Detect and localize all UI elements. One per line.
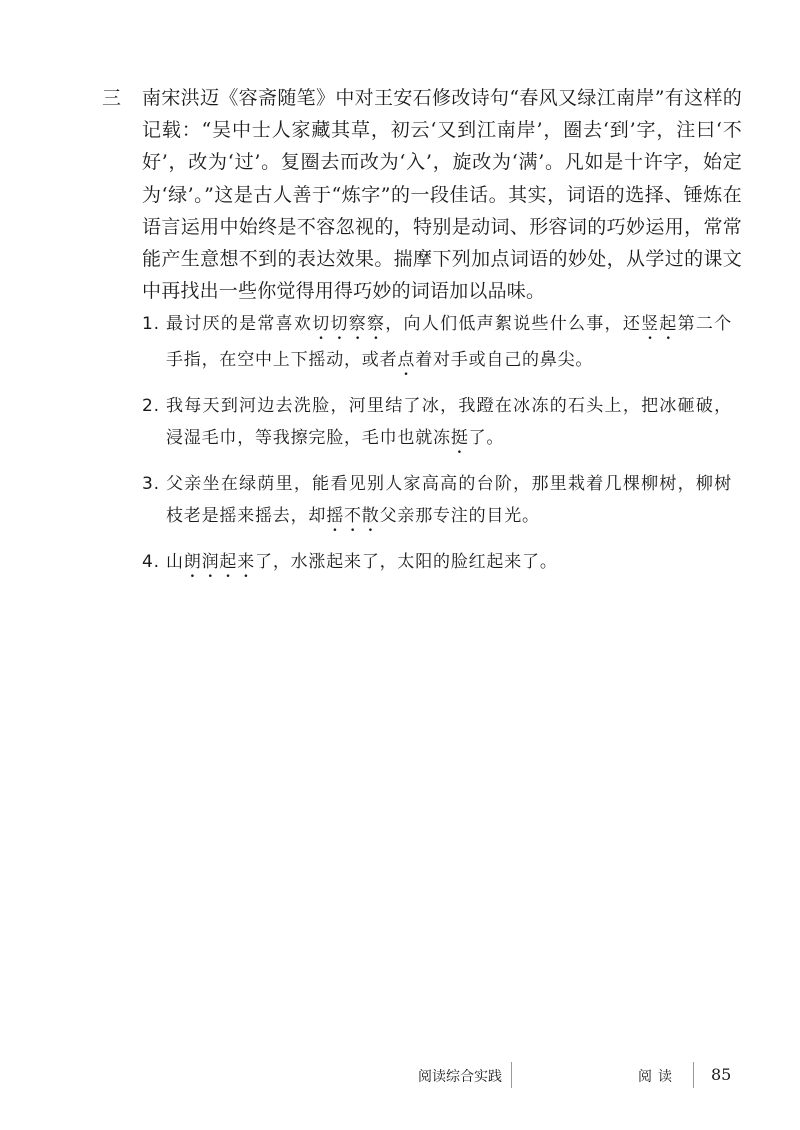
item-text: [166, 390, 732, 458]
emphasized-word: 竖起: [641, 314, 678, 334]
emphasized-word: 点: [397, 350, 416, 370]
list-item: [142, 468, 732, 536]
footer-divider: [693, 1062, 694, 1088]
page-number: 85: [711, 1065, 732, 1084]
text-segment: 了。: [468, 428, 505, 448]
text-segment: 父亲坐在绿荫里，能看见别人家高高的台阶，那里栽着几棵柳树，柳树枝老是摇来摇去，却: [166, 474, 732, 526]
item-text: [166, 308, 732, 380]
text-segment: 最讨厌的是常喜欢: [166, 314, 313, 334]
text-segment: 着对手或自己的鼻尖。: [415, 350, 594, 370]
item-number: 2.: [142, 396, 160, 416]
section-number: 三: [102, 87, 122, 109]
emphasized-word: 切切察察: [312, 314, 386, 334]
text-segment: 父亲那专注的目光。: [379, 506, 540, 526]
item-text: [166, 468, 732, 536]
list-item: [142, 308, 732, 380]
item-number: 4.: [142, 552, 160, 572]
list-item: [142, 390, 732, 458]
item-number: 3.: [142, 474, 160, 494]
text-segment: 我每天到河边去洗脸，河里结了冰，我蹬在冰冻的石头上，把冰砸破，浸湿毛巾，等我擦完脸，毛巾也就冻: [166, 396, 732, 448]
text-segment: 山: [166, 552, 184, 572]
text-segment: 第二个手指，在空中上下摇动，或者: [166, 314, 733, 370]
footer-book-section: 阅读综合实践: [418, 1069, 502, 1085]
text-segment: 了，水涨起来了，太阳的脸红起来了。: [255, 552, 558, 572]
section-paragraph: 南宋洪迈《容斋随笔》中对王安石修改诗句“春风又绿江南岸”有这样的记载：“吴中士人家藏其草，初云‘又到江南岸’，圈去‘到’字，注曰‘不好’，改为‘过’。复圈去而改为‘入’，旋改为‘满’。凡如是十许字，始定为‘绿’。”这是古人善于“炼字”的一段佳话。其实，词语的选择、锤炼在语言运用中始终是不容忽视的，特别是动词、形容词的巧妙运用，常常能产生意想不到的表达效果。揣摩下列加点词语的妙处，从学过的课文中再找出一些你觉得用得巧妙的词语加以品味。: [142, 87, 742, 303]
footer-divider: [511, 1062, 512, 1088]
list-item: [142, 546, 732, 582]
footer-unit: 阅读: [638, 1069, 678, 1085]
item-number: 1.: [142, 314, 160, 334]
item-text: [166, 546, 732, 582]
emphasized-word: 摇不散: [326, 506, 380, 526]
page-footer: [0, 1060, 800, 1090]
emphasized-word: 挺: [450, 428, 469, 448]
emphasized-word: 朗润起来: [183, 552, 256, 572]
example-sentence-list: [142, 308, 732, 592]
text-segment: ，向人们低声絮说些什么事，还: [385, 314, 642, 334]
